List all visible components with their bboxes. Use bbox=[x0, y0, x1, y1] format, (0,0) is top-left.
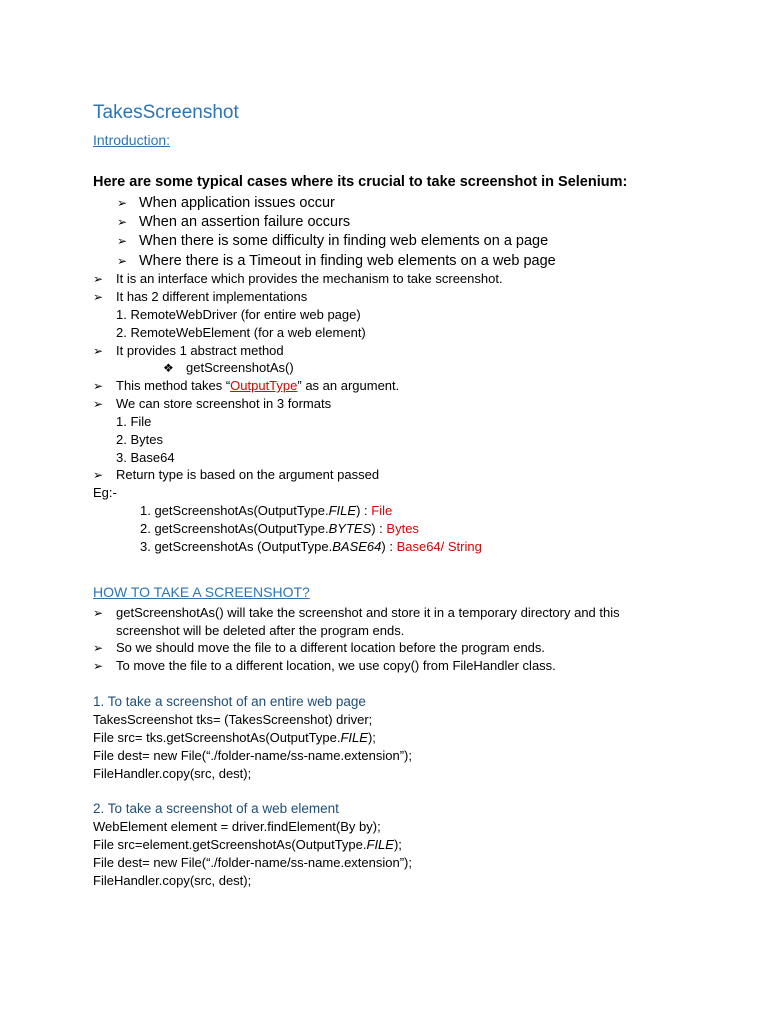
example-text: ) : bbox=[356, 503, 372, 518]
arrow-bullet-icon: ➢ bbox=[93, 290, 104, 304]
output-type-link: OutputType bbox=[230, 378, 298, 393]
bullet-interface: It is an interface which provides the mechanism to take screenshot. bbox=[116, 271, 503, 286]
section-2-heading: 2. To take a screenshot of a web element bbox=[93, 801, 339, 816]
arrow-bullet-icon: ➢ bbox=[93, 606, 104, 620]
diamond-bullet-icon: ❖ bbox=[163, 361, 174, 375]
example-item bbox=[140, 539, 482, 555]
how-to-item-continued: screenshot will be deleted after the program ends. bbox=[116, 623, 405, 638]
code-type: FILE bbox=[366, 837, 394, 852]
abstract-method-name: getScreenshotAs() bbox=[186, 360, 294, 375]
code-line: File dest= new File(“./folder-name/ss-name.extension”); bbox=[93, 748, 412, 763]
arrow-bullet-icon: ➢ bbox=[93, 344, 104, 358]
bullet-return-type: Return type is based on the argument passed bbox=[116, 467, 380, 482]
example-text: 3. getScreenshotAs (OutputType. bbox=[140, 539, 333, 554]
arrow-bullet-icon: ➢ bbox=[117, 234, 128, 248]
bullet-implementations: It has 2 different implementations bbox=[116, 289, 308, 304]
code-line: FileHandler.copy(src, dest); bbox=[93, 873, 252, 888]
code-text: ); bbox=[367, 730, 376, 745]
arrow-bullet-icon: ➢ bbox=[93, 468, 104, 482]
implementation-item: 2. RemoteWebElement (for a web element) bbox=[116, 325, 366, 340]
format-item: 2. Bytes bbox=[116, 432, 163, 447]
example-type: FILE bbox=[328, 503, 357, 518]
code-line bbox=[93, 730, 376, 746]
implementation-item: 1. RemoteWebDriver (for entire web page) bbox=[116, 307, 361, 322]
intro-heading: Introduction: bbox=[93, 132, 171, 148]
arrow-bullet-icon: ➢ bbox=[117, 196, 128, 210]
how-to-item: So we should move the file to a different location before the program ends. bbox=[116, 640, 546, 655]
example-text: 1. getScreenshotAs(OutputType. bbox=[140, 503, 329, 518]
example-item bbox=[140, 503, 392, 519]
example-type: BYTES bbox=[328, 521, 372, 536]
arrow-bullet-icon: ➢ bbox=[93, 659, 104, 673]
case-item: When an assertion failure occurs bbox=[139, 214, 351, 230]
code-line bbox=[93, 837, 402, 853]
arrow-bullet-icon: ➢ bbox=[117, 254, 128, 268]
bullet-method-argument bbox=[116, 378, 399, 394]
format-item: 3. Base64 bbox=[116, 450, 175, 465]
example-label: Eg:- bbox=[93, 485, 117, 500]
how-to-item: getScreenshotAs() will take the screenshot and store it in a temporary directory and this bbox=[116, 605, 620, 620]
bullet-formats: We can store screenshot in 3 formats bbox=[116, 396, 332, 411]
code-text: File src= tks.getScreenshotAs(OutputType. bbox=[93, 730, 341, 745]
code-line: FileHandler.copy(src, dest); bbox=[93, 766, 252, 781]
code-line: File dest= new File(“./folder-name/ss-name.extension”); bbox=[93, 855, 412, 870]
code-type: FILE bbox=[340, 730, 368, 745]
cases-heading: Here are some typical cases where its crucial to take screenshot in Selenium: bbox=[93, 174, 628, 190]
example-item bbox=[140, 521, 419, 537]
case-item: When there is some difficulty in finding web elements on a page bbox=[139, 233, 549, 249]
example-type: BASE64 bbox=[332, 539, 382, 554]
arrow-bullet-icon: ➢ bbox=[93, 379, 104, 393]
example-result: Bytes bbox=[386, 521, 419, 536]
example-text: ) : bbox=[371, 521, 387, 536]
arrow-bullet-icon: ➢ bbox=[93, 397, 104, 411]
page-title: TakesScreenshot bbox=[93, 102, 239, 123]
case-item: When application issues occur bbox=[139, 195, 335, 211]
arrow-bullet-icon: ➢ bbox=[117, 215, 128, 229]
example-text: ) : bbox=[381, 539, 397, 554]
how-to-item: To move the file to a different location, we use copy() from FileHandler class. bbox=[116, 658, 556, 673]
code-text: ); bbox=[393, 837, 402, 852]
bullet-abstract-method: It provides 1 abstract method bbox=[116, 343, 284, 358]
section-1-heading: 1. To take a screenshot of an entire web page bbox=[93, 694, 366, 709]
example-result: File bbox=[371, 503, 393, 518]
code-line: TakesScreenshot tks= (TakesScreenshot) driver; bbox=[93, 712, 373, 727]
case-item: Where there is a Timeout in finding web elements on a web page bbox=[139, 253, 556, 269]
how-to-heading: HOW TO TAKE A SCREENSHOT? bbox=[93, 584, 310, 600]
method-text-pre: This method takes “ bbox=[116, 378, 231, 393]
method-text-post: ” as an argument. bbox=[297, 378, 400, 393]
code-line: WebElement element = driver.findElement(By by); bbox=[93, 819, 381, 834]
arrow-bullet-icon: ➢ bbox=[93, 641, 104, 655]
example-result: Base64/ String bbox=[396, 539, 482, 554]
arrow-bullet-icon: ➢ bbox=[93, 272, 104, 286]
code-text: File src=element.getScreenshotAs(OutputType. bbox=[93, 837, 367, 852]
example-text: 2. getScreenshotAs(OutputType. bbox=[140, 521, 329, 536]
format-item: 1. File bbox=[116, 414, 152, 429]
